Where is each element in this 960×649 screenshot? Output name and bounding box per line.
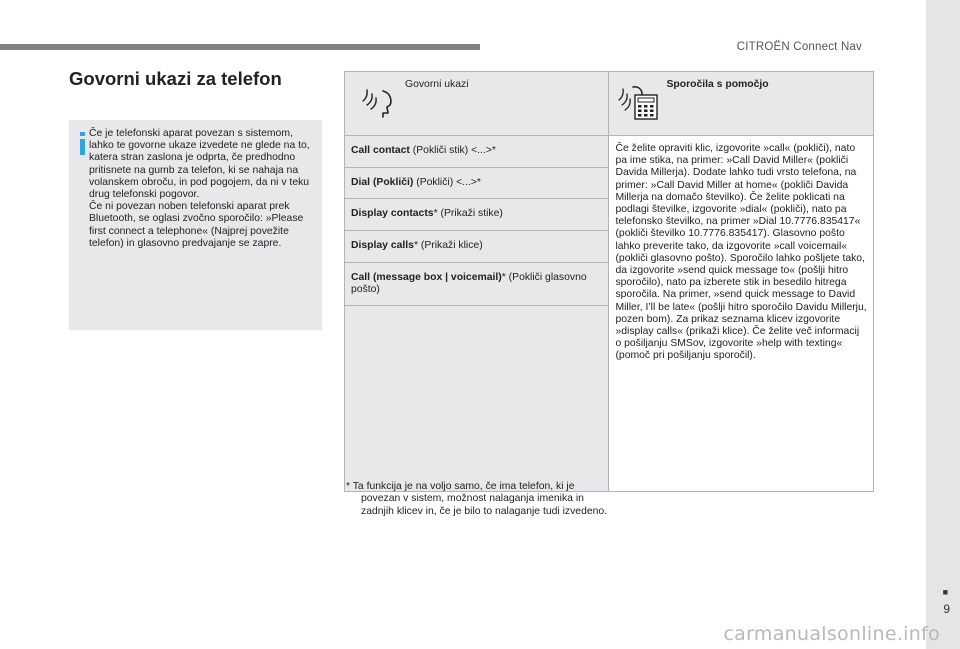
table-header-commands-label: Govorni ukazi	[405, 79, 469, 90]
command-cell	[345, 263, 609, 306]
command-detail: (Pokliči) <...>*	[413, 177, 481, 188]
command-name: Display calls	[351, 240, 414, 251]
info-paragraph-1: Če je telefonski aparat povezan s sistemom, lahko te govorne ukaze izvedete ne glede na to, katera stran zaslona je odprta, če predhodno pritisnete na gumb za telefon, ki se nahaja na volanskem obroču, in pod pogojem, da ni v teku drug telefonski pogovor.	[89, 128, 310, 201]
info-text	[89, 128, 317, 250]
help-message-cell	[609, 136, 874, 492]
command-name: Display contacts	[351, 208, 434, 219]
command-cell	[345, 136, 609, 168]
speaking-head-keypad-icon	[617, 82, 661, 122]
command-cell	[345, 231, 609, 263]
table-header-commands	[345, 72, 609, 136]
command-cell-empty	[345, 306, 609, 492]
command-detail: * (Prikaži stike)	[433, 208, 503, 219]
command-name: Dial (Pokliči)	[351, 177, 414, 188]
help-message-text: Če želite opraviti klic, izgovorite »call« (pokliči), nato pa ime stika, na primer: »Call David Miller« (pokliči Davida Millerja). Dodate lahko tudi vrsto telefona, na primer: »Call David Miller at home« (pokliči Davida Millerja na domačo številko). Če želite poklicati na podlagi številke, izgovorite »dial« (pokliči), nato pa telefonsko številko, na primer »Dial 10.7776.835417« (pokliči številko 10.7776.835417). Glasovno pošto lahko preverite tako, da izgovorite »call voicemail« (pokliči glasovno pošto). Sporočilo lahko pošljete tako, da izgovorite »send quick message to« (pošlji hitro sporočilo), nato pa izberete stik in besedilo hitrega sporočila. Na primer, »send quick message to David Miller, I’ll be late« (pošlji hitro sporočilo Davidu Millerju, pozen bom). Za prikaz seznama klicev izgovorite »display calls« (prikaži klice). Če želite več informacij o pošiljanju SMSov, izgovorite »help with texting« (pomoč pri pošiljanju sporočil).	[615, 143, 867, 362]
speaking-head-icon	[361, 85, 395, 119]
info-paragraph-2: Če ni povezan noben telefonski aparat prek Bluetooth, se oglasi zvočno sporočilo: »Please first connect a telephone« (Najprej povežite telefon) in glasovno predvajanje se zapre.	[89, 201, 304, 249]
command-name: Call contact	[351, 145, 410, 156]
command-detail: * (Pokliči glasovno pošto)	[351, 272, 587, 296]
table-header-help	[609, 72, 874, 136]
command-detail: (Pokliči stik) <...>*	[409, 145, 496, 156]
command-detail: * (Prikaži klice)	[413, 240, 483, 251]
side-strip	[926, 0, 960, 649]
brand-label: CITROËN Connect Nav	[736, 41, 862, 53]
voice-commands-table	[344, 71, 874, 492]
page-number: 9	[943, 602, 950, 616]
command-cell	[345, 199, 609, 231]
watermark: carmanualsonline.info	[723, 623, 940, 645]
table-header-help-label: Sporočila s pomočjo	[666, 79, 769, 90]
command-name: Call (message box | voicemail)	[351, 272, 502, 283]
page-title: Govorni ukazi za telefon	[69, 68, 282, 89]
footnote: * Ta funkcija je na voljo samo, če ima telefon, ki je povezan v sistem, možnost nalaganja imenika in zadnjih klicev in, če je bilo to nalaganje tudi izvedeno.	[346, 481, 608, 517]
header-bar	[0, 44, 480, 50]
page-marker: ■	[942, 587, 948, 597]
info-box	[69, 120, 322, 330]
command-cell	[345, 168, 609, 199]
